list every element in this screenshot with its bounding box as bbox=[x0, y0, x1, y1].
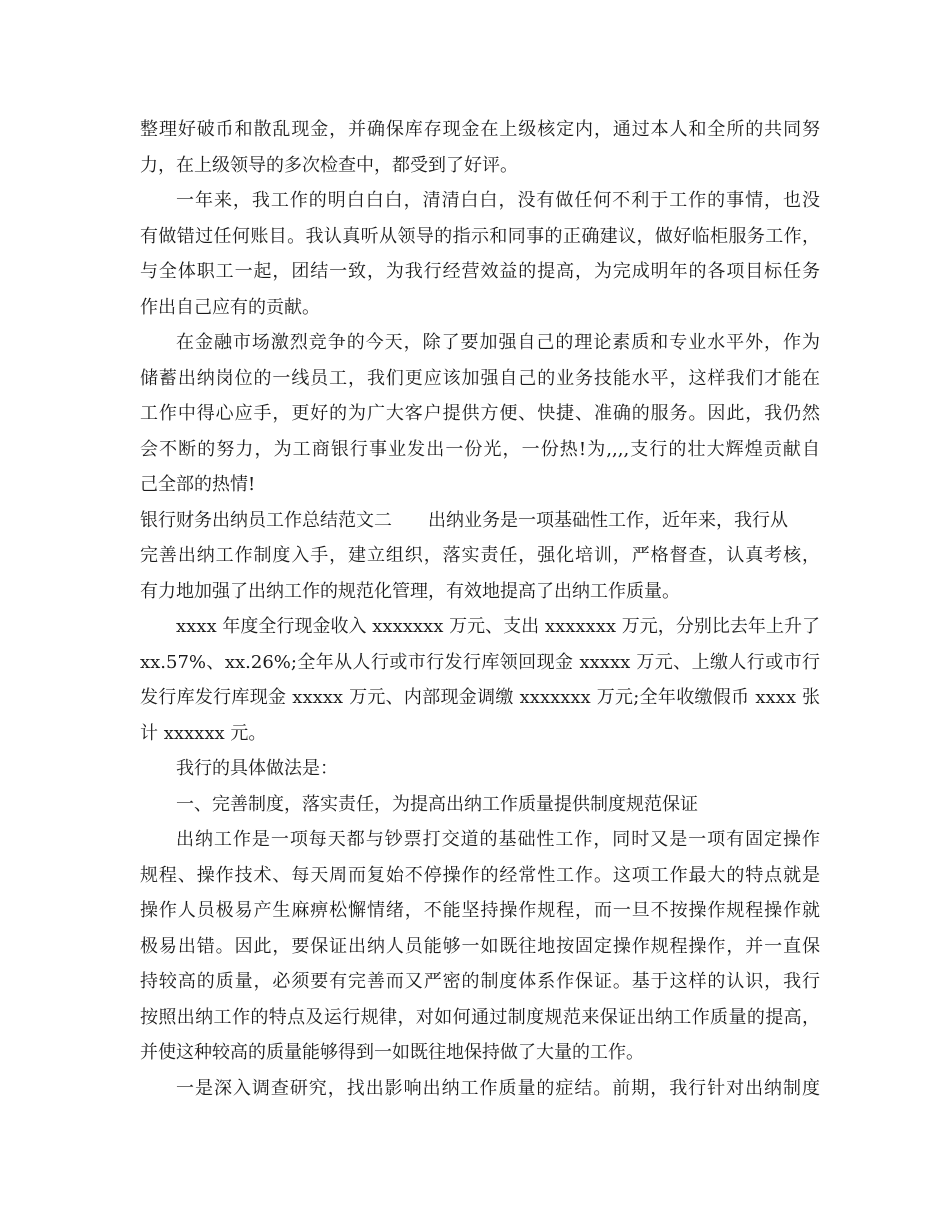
paragraph-line: 持较高的质量，必须要有完善而又严密的制度体系作保证。基于这样的认识，我行 bbox=[140, 971, 820, 992]
paragraph-line: 整理好破币和散乱现金，并确保库存现金在上级核定内，通过本人和全所的共同努 bbox=[140, 119, 820, 140]
paragraph-line: 与全体职工一起，团结一致，为我行经营效益的提高，为完成明年的各项目标任务 bbox=[140, 261, 820, 282]
document-body bbox=[140, 112, 820, 1106]
paragraph-line: 有做错过任何账目。我认真听从领导的指示和同事的正确建议，做好临柜服务工作， bbox=[140, 225, 820, 247]
paragraph-line: 按照出纳工作的特点及运行规律，对如何通过制度规范来保证出纳工作质量的提高， bbox=[140, 1006, 820, 1028]
paragraph-line: 有力地加强了出纳工作的规范化管理，有效地提高了出纳工作质量。 bbox=[140, 580, 680, 602]
paragraph-line: 在金融市场激烈竞争的今天，除了要加强自己的理论素质和专业水平外，作为 bbox=[176, 332, 820, 353]
paragraph-line: 发行库发行库现金 xxxxx 万元、内部现金调缴 xxxxxxx 万元;全年收缴假币 xxxx 张 bbox=[140, 687, 820, 708]
section-heading-line bbox=[140, 503, 820, 539]
subheading-line: 一、完善制度，落实责任，为提高出纳工作质量提供制度规范保证 bbox=[176, 793, 698, 815]
paragraph-line: xx.57%、xx.26%;全年从人行或市行发行库领回现金 xxxxx 万元、上缴人行或市行 bbox=[140, 651, 820, 673]
paragraph-line: 一是深入调查研究，找出影响出纳工作质量的症结。前期，我行针对出纳制度 bbox=[176, 1077, 820, 1099]
paragraph-line: 计 xxxxxx 元。 bbox=[140, 722, 267, 744]
paragraph-line: 己全部的热情! bbox=[140, 474, 256, 495]
paragraph-line: 一年来，我工作的明白白白，清清白白，没有做任何不利于工作的事情，也没 bbox=[176, 190, 820, 211]
paragraph-line: 出纳工作是一项每天都与钞票打交道的基础性工作，同时又是一项有固定操作 bbox=[176, 829, 820, 850]
paragraph-line: 并使这种较高的质量能够得到一如既往地保持做了大量的工作。 bbox=[140, 1042, 644, 1063]
paragraph-line: 会不断的努力，为工商银行事业发出一份光，一份热!为,,,,支行的壮大辉煌贡献自 bbox=[140, 438, 820, 460]
section-title: 银行财务出纳员工作总结范文二 bbox=[140, 509, 392, 531]
paragraph-line: 工作中得心应手，更好的为广大客户提供方便、快捷、准确的服务。因此，我仍然 bbox=[140, 403, 820, 424]
paragraph-line: 力，在上级领导的多次检查中，都受到了好评。 bbox=[140, 154, 518, 176]
paragraph-line: 规程、操作技术、每天周而复始不停操作的经常性工作。这项工作最大的特点就是 bbox=[140, 864, 820, 886]
paragraph-line: 完善出纳工作制度入手，建立组织，落实责任，强化培训，严格督查，认真考核， bbox=[140, 545, 820, 566]
paragraph-line: xxxx 年度全行现金收入 xxxxxxx 万元、支出 xxxxxxx 万元，分别比去年上升了 bbox=[176, 616, 820, 637]
paragraph-text: 出纳业务是一项基础性工作，近年来，我行从 bbox=[428, 509, 788, 531]
paragraph-line: 作出自己应有的贡献。 bbox=[140, 296, 320, 318]
paragraph-line: 储蓄出纳岗位的一线员工，我们更应该加强自己的业务技能水平，这样我们才能在 bbox=[140, 367, 820, 389]
paragraph-line: 极易出错。因此，要保证出纳人员能够一如既往地按固定操作规程操作，并一直保 bbox=[140, 935, 820, 957]
paragraph-line: 操作人员极易产生麻痹松懈情绪，不能坚持操作规程，而一旦不按操作规程操作就 bbox=[140, 900, 820, 921]
paragraph-line: 我行的具体做法是： bbox=[176, 758, 338, 779]
